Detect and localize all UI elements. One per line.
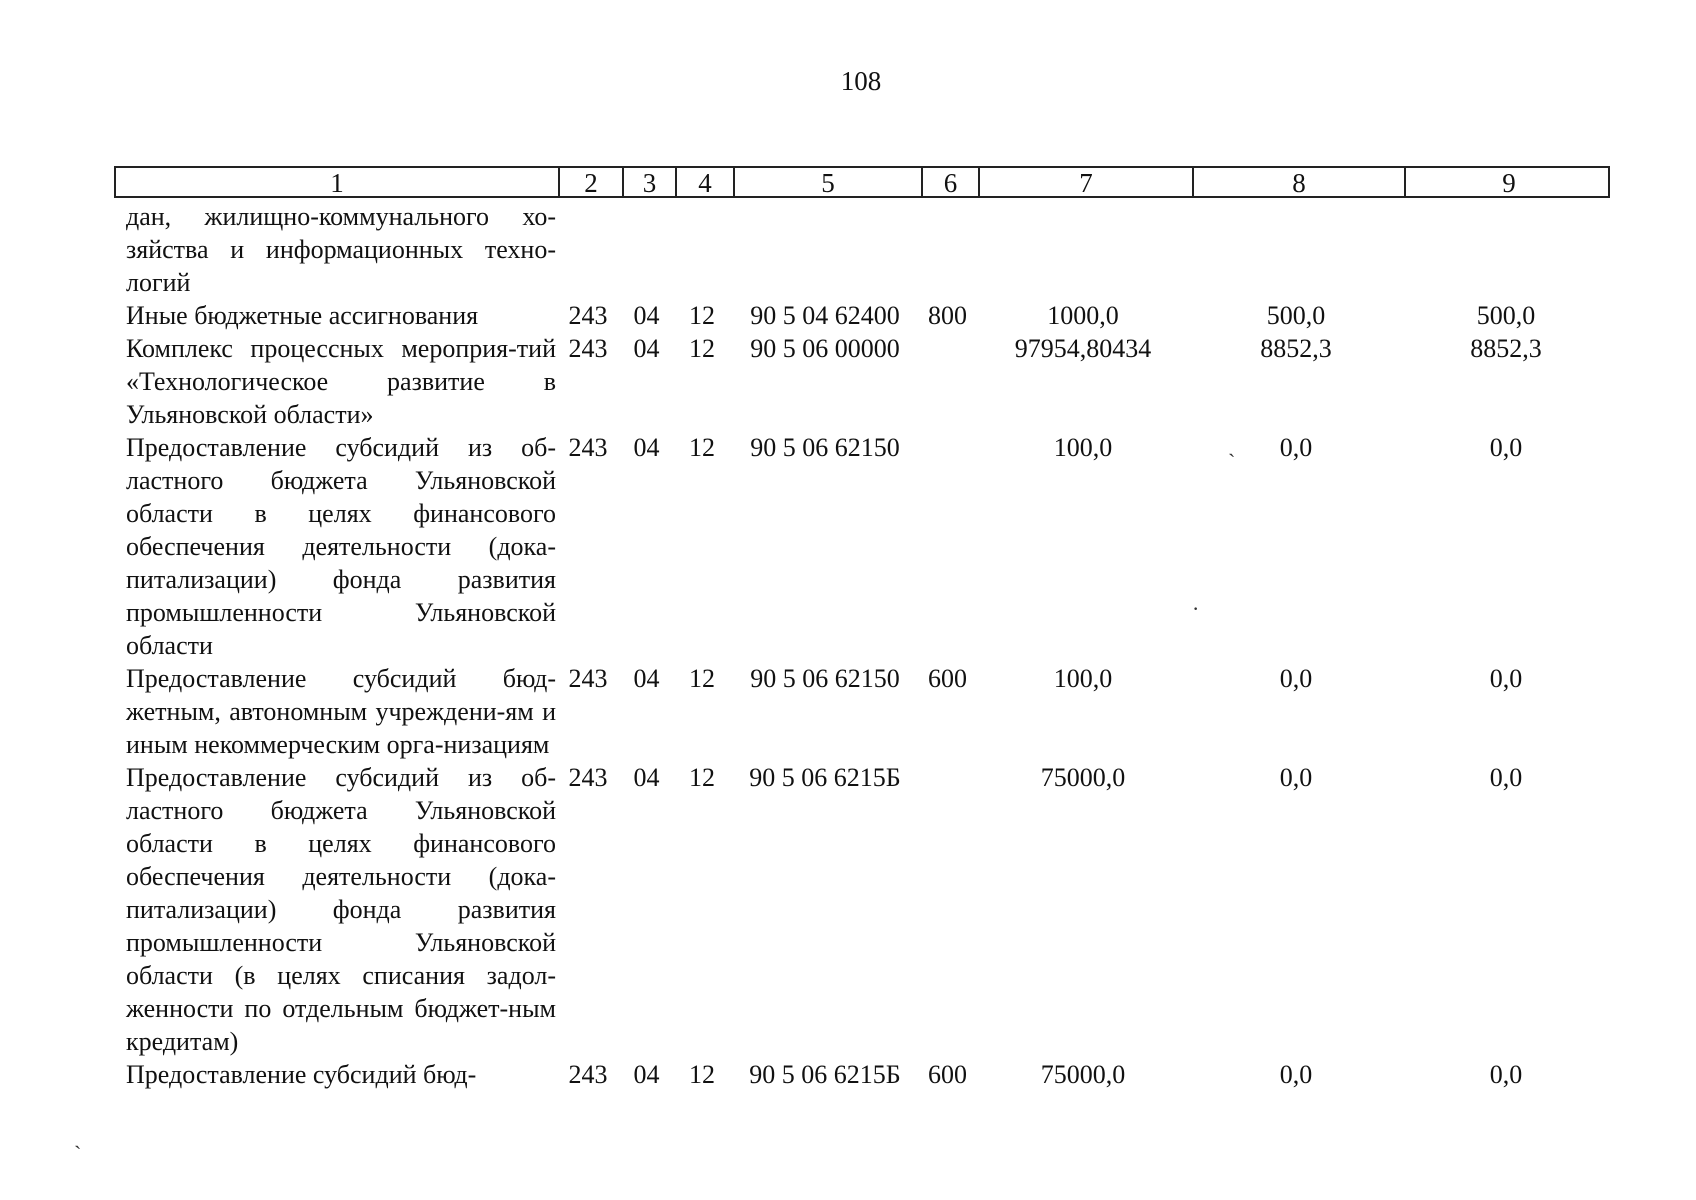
cell-col5: 90 5 06 6215Б: [749, 1060, 901, 1089]
cell-col6: 600: [928, 1060, 967, 1089]
scan-speck: ˏ: [1228, 432, 1236, 457]
cell-col5: 90 5 06 6215Б: [749, 763, 901, 792]
header-cell-8: 8: [1192, 168, 1404, 198]
header-cell-4: 4: [675, 168, 733, 198]
scan-speck: ·: [1192, 596, 1200, 621]
cell-col2: 243: [568, 763, 608, 792]
row-name: дан, жилищно-коммунального хо-зяйства и информационных техно-логий: [126, 202, 556, 297]
cell-col3: 04: [633, 1060, 660, 1089]
header-cell-7: 7: [978, 168, 1192, 198]
cell-col4: 12: [689, 433, 715, 462]
cell-col5: [731, 200, 919, 299]
cell-col9: 500,0: [1476, 301, 1536, 330]
cell-col3: 04: [633, 301, 660, 330]
cell-col9: 0,0: [1489, 763, 1523, 792]
row-name: Предоставление субсидий бюд-жетным, автономным учреждени-ям и иным некоммерческим орга-низациям: [126, 664, 556, 759]
cell-col6: 600: [928, 664, 967, 693]
row-name: Иные бюджетные ассигнования: [126, 301, 479, 330]
cell-col9: 0,0: [1489, 664, 1523, 693]
row-name: Предоставление субсидий из об-ластного бюджета Ульяновской области в целях финансового обеспечения деятельности (дока-питализации) фонда развития промышленности Ульяновской области: [126, 433, 556, 660]
cell-col6: 800: [928, 301, 967, 330]
cell-col5: 90 5 06 00000: [750, 334, 900, 363]
cell-col4: 12: [689, 334, 715, 363]
cell-col6: [919, 761, 976, 1058]
cell-col9: 0,0: [1489, 1060, 1523, 1089]
cell-col2: 243: [568, 1060, 608, 1089]
cell-col7: 1000,0: [1047, 301, 1119, 330]
cell-col5: 90 5 06 62150: [750, 664, 900, 693]
cell-col7: 100,0: [1053, 664, 1113, 693]
cell-col4: [673, 200, 731, 299]
header-cell-6: 6: [921, 168, 978, 198]
scan-speck: ˏ: [74, 1124, 82, 1149]
cell-col2: 243: [568, 334, 608, 363]
cell-col7: 97954,80434: [1014, 334, 1152, 363]
cell-col8: 8852,3: [1260, 334, 1332, 363]
cell-col8: 500,0: [1266, 301, 1326, 330]
header-cell-1: 1: [330, 168, 344, 198]
cell-col8: 0,0: [1279, 763, 1313, 792]
cell-col6: [919, 431, 976, 662]
cell-col4: 12: [689, 1060, 715, 1089]
cell-col3: 04: [633, 664, 660, 693]
cell-col8: 0,0: [1279, 433, 1313, 462]
cell-col2: 243: [568, 433, 608, 462]
header-cell-2: 2: [558, 168, 622, 198]
cell-col8: 0,0: [1279, 1060, 1313, 1089]
header-cell-9: 9: [1404, 168, 1612, 198]
row-name: Комплекс процессных мероприя-тий «Технологическое развитие в Ульяновской области»: [126, 334, 556, 429]
cell-col8: 0,0: [1279, 664, 1313, 693]
cell-col4: 12: [689, 763, 715, 792]
cell-col4: 12: [689, 301, 715, 330]
page-number: 108: [840, 66, 882, 96]
cell-col9: 8852,3: [1470, 334, 1542, 363]
cell-col3: 04: [633, 433, 660, 462]
cell-col3: 04: [633, 334, 660, 363]
cell-col7: 75000,0: [1040, 1060, 1126, 1089]
header-cell-3: 3: [622, 168, 675, 198]
cell-col9: 0,0: [1489, 433, 1523, 462]
cell-col8: [1190, 200, 1402, 299]
row-name: Предоставление субсидий из об-ластного бюджета Ульяновской области в целях финансового обеспечения деятельности (дока-питализации) фонда развития промышленности Ульяновской области (в целях списания задол-женности по отдельным бюджет-ным кредитам): [126, 763, 556, 1056]
cell-col3: 04: [633, 763, 660, 792]
cell-col2: 243: [568, 301, 608, 330]
cell-col6: [919, 200, 976, 299]
cell-col5: 90 5 04 62400: [750, 301, 900, 330]
cell-col2: [556, 200, 620, 299]
cell-col6: [919, 332, 976, 431]
cell-col7: [976, 200, 1190, 299]
row-name: Предоставление субсидий бюд-: [126, 1060, 477, 1089]
cell-col9: [1402, 200, 1610, 299]
table-header: [114, 166, 1610, 198]
table-body: [114, 200, 1610, 1091]
header-cell-5: 5: [733, 168, 921, 198]
cell-col2: 243: [568, 664, 608, 693]
cell-col3: [620, 200, 673, 299]
cell-col4: 12: [689, 664, 715, 693]
cell-col5: 90 5 06 62150: [750, 433, 900, 462]
cell-col7: 100,0: [1053, 433, 1113, 462]
cell-col7: 75000,0: [1040, 763, 1126, 792]
